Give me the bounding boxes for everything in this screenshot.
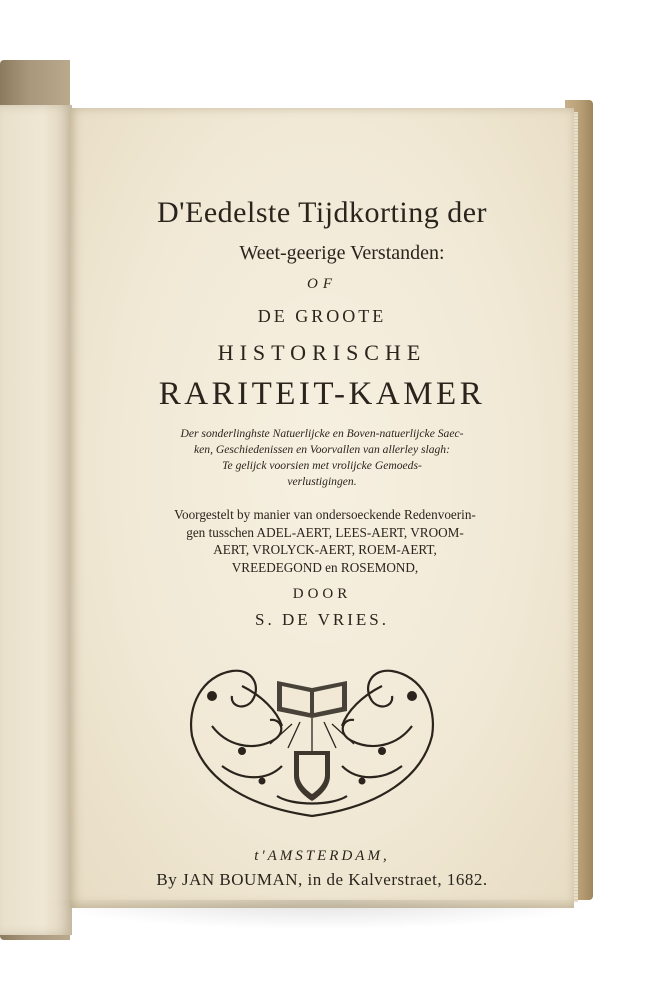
subtitle-italic-line: ken, Geschiedenissen en Voorvallen van allerley slagh: <box>194 443 450 456</box>
left-page-leaf <box>0 105 72 935</box>
imprint-line: By JAN BOUMAN, in de Kalverstraet, 1682. <box>156 870 488 889</box>
description-line: AERT, VROLYCK-AERT, ROEM-AERT, <box>213 542 437 557</box>
description-line: gen tusschen ADEL-AERT, LEES-AERT, VROOM- <box>186 524 464 540</box>
title-page <box>70 108 574 908</box>
book-shadow <box>40 900 600 930</box>
subtitle-italic-line: verlustigingen. <box>287 475 357 488</box>
printer-ornament-icon <box>182 656 442 826</box>
author-name: S. DE VRIES. <box>255 610 389 629</box>
title-line-rariteit-kamer: RARITEIT-KAMER <box>158 376 486 412</box>
title-line-of: OF <box>307 276 337 292</box>
title-line-de-groote: DE GROOTE <box>257 306 387 326</box>
subtitle-italic-line: Der sonderlinghste Natuerlijcke en Boven-natuerlijcke Saec- <box>180 427 464 440</box>
title-line-2: Weet-geerige Verstanden: <box>239 242 445 264</box>
description-block <box>110 506 540 576</box>
subtitle-italic-block <box>110 426 534 490</box>
by-label: DOOR <box>292 586 352 602</box>
subtitle-italic-line: Te gelijck voorsien met vrolijcke Gemoeds- <box>222 459 422 472</box>
description-line: VREEDEGOND en ROSEMOND, <box>231 559 419 575</box>
publication-place: t'AMSTERDAM, <box>254 848 390 864</box>
title-line-historische: HISTORISCHE <box>217 340 427 365</box>
title-line-1: D'Eedelste Tijdkorting der <box>156 196 488 229</box>
description-line: Voorgestelt by manier van ondersoeckende Redenvoerin- <box>174 507 476 522</box>
